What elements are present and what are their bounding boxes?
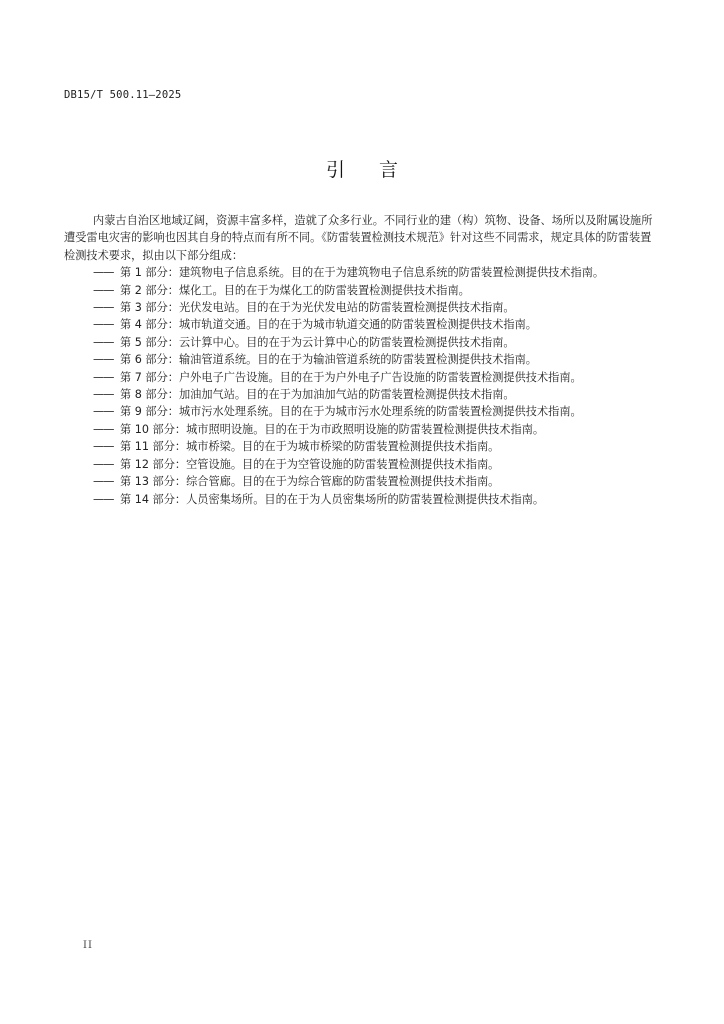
document-code: DB15/T 500.11—2025 (64, 89, 182, 101)
list-item: —— 第 13 部分：综合管廊。目的在于为综合管廊的防雷装置检测提供技术指南。 (93, 475, 500, 489)
list-item: —— 第 6 部分：输油管道系统。目的在于为输油管道系统的防雷装置检测提供技术指南。 (93, 353, 537, 367)
list-item: —— 第 9 部分：城市污水处理系统。目的在于为城市污水处理系统的防雷装置检测提供技术指南。 (93, 405, 582, 419)
list-item: —— 第 11 部分：城市桥梁。目的在于为城市桥梁的防雷装置检测提供技术指南。 (93, 440, 500, 454)
list-item: —— 第 1 部分：建筑物电子信息系统。目的在于为建筑物电子信息系统的防雷装置检测提供技术指南。 (93, 266, 605, 280)
page-number: II (83, 940, 93, 951)
list-item: —— 第 4 部分：城市轨道交通。目的在于为城市轨道交通的防雷装置检测提供技术指南。 (93, 318, 537, 332)
list-item: —— 第 8 部分：加油加气站。目的在于为加油加气站的防雷装置检测提供技术指南。 (93, 388, 515, 402)
list-item: —— 第 3 部分：光伏发电站。目的在于为光伏发电站的防雷装置检测提供技术指南。 (93, 301, 515, 315)
page-title: 引言 (325, 159, 432, 181)
list-item: —— 第 12 部分：空管设施。目的在于为空管设施的防雷装置检测提供技术指南。 (93, 457, 500, 471)
intro-paragraph: 内蒙古自治区地域辽阔，资源丰富多样，造就了众多行业。不同行业的建（构）筑物、设备、场所以及附属设施所遭受雷电灾害的影响也因其自身的特点而有所不同。《防雷装置检测技术规范》针对这些不同需求，规定具体的防雷装置检测技术要求，拟由以下部分组成： (64, 214, 653, 262)
list-item: —— 第 2 部分：煤化工。目的在于为煤化工的防雷装置检测提供技术指南。 (93, 283, 470, 297)
list-item: —— 第 10 部分：城市照明设施。目的在于为市政照明设施的防雷装置检测提供技术指南。 (93, 422, 545, 436)
document-body (64, 212, 660, 508)
list-item: —— 第 14 部分：人员密集场所。目的在于为人员密集场所的防雷装置检测提供技术指南。 (93, 492, 545, 506)
list-item: —— 第 5 部分：云计算中心。目的在于为云计算中心的防雷装置检测提供技术指南。 (93, 335, 515, 349)
list-item: —— 第 7 部分：户外电子广告设施。目的在于为户外电子广告设施的防雷装置检测提供技术指南。 (93, 370, 582, 384)
parts-list (64, 264, 660, 508)
